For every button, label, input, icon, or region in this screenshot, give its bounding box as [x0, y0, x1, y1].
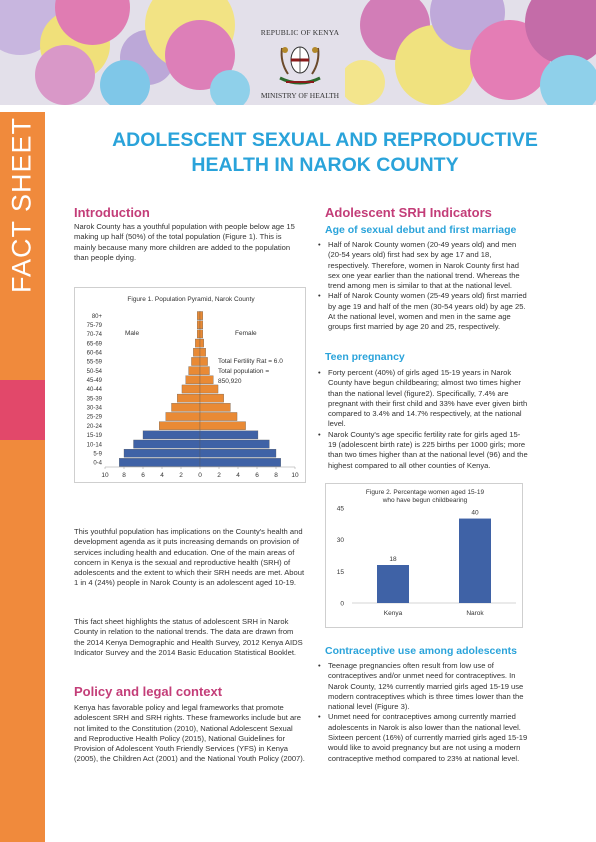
indicators-heading: Adolescent SRH Indicators [325, 205, 492, 220]
pyramid-bar-male [119, 458, 200, 466]
pyramid-bar-male [166, 412, 200, 420]
x-tick-label: 2 [179, 472, 183, 479]
pyramid-bar-female [200, 403, 230, 411]
age-group-label: 65-69 [86, 341, 102, 348]
y-tick-label: 30 [336, 537, 344, 545]
fact-sheet-label: FACT SHEET [6, 116, 37, 294]
ministry-label: MINISTRY OF HEALTH [260, 91, 340, 100]
pyramid-bar-female [200, 339, 204, 347]
age-group-label: 55-59 [86, 359, 102, 366]
age-group-label: 50-54 [86, 368, 102, 375]
intro-paragraph-1: Narok County has a youthful population with people below age 15 making up half (50%) of the total population (Figure 1). This is mainly because many more children are added to the population than people dying. [74, 222, 295, 262]
teen-pregnancy-heading: Teen pregnancy [325, 351, 405, 363]
age-group-label: 10-14 [86, 442, 102, 449]
teen-pregnancy-list [316, 368, 528, 471]
header-banner [0, 0, 596, 105]
pyramid-annotation: Total population = [218, 368, 270, 375]
contraceptive-list [316, 661, 528, 764]
pyramid-bar-male [159, 422, 200, 430]
side-strip-accent [0, 380, 45, 440]
age-group-label: 20-24 [86, 423, 102, 430]
decor-bubble [340, 60, 385, 105]
x-tick-label: 0 [198, 472, 202, 479]
policy-heading: Policy and legal context [74, 684, 223, 699]
pyramid-bar-female [200, 449, 276, 457]
x-tick-label: 10 [101, 472, 109, 479]
age-group-label: 35-39 [86, 396, 102, 403]
age-group-label: 30-34 [86, 405, 102, 412]
category-label: Kenya [383, 610, 403, 617]
figure-1-title: Figure 1. Population Pyramid, Narok County [127, 296, 255, 303]
pyramid-bar-male [134, 440, 201, 448]
pyramid-bar-female [200, 312, 203, 320]
list-item: • Teenage pregnancies often result from low use of contraceptives and/or unmet need for contraceptives. In Narok County, 12% currently married girls aged 15-19 use modern contraceptives which is three times lower than the national level (Figure 3). [316, 661, 528, 712]
policy-paragraph: Kenya has favorable policy and legal frameworks that promote adolescent SRH and SRH rights. These frameworks include but are not limited to the Constitution (2010), National Adolescent Sexual and Reproductive Health Policy (2015), National Guidelines for Provision of Adolescent Youth Friendly Services (YFS) in Kenya (2005), the Children Act (2001) and the National Youth Policy (2007). [74, 703, 305, 764]
x-tick-label: 8 [122, 472, 126, 479]
x-tick-label: 4 [160, 472, 164, 479]
figure-2-title-line-2: who have begun childbearing [382, 497, 468, 504]
figure-2-title-line-1: Figure 2. Percentage women aged 15-19 [365, 489, 485, 496]
category-label: Narok [466, 610, 484, 617]
pyramid-bar-male [143, 431, 200, 439]
pyramid-bar-female [200, 367, 210, 375]
bar-value-label: 18 [389, 556, 397, 563]
pyramid-bar-male [191, 357, 200, 365]
sexual-debut-list [316, 240, 528, 333]
pyramid-bar-female [200, 357, 208, 365]
pyramid-annotation: Total Fertility Rat = 6.0 [218, 358, 283, 365]
age-group-label: 60-64 [86, 350, 102, 357]
pyramid-bar-female [200, 376, 213, 384]
pyramid-bar-male [172, 403, 201, 411]
pyramid-bar-female [200, 412, 237, 420]
bar-value-label: 40 [471, 509, 479, 517]
y-tick-label: 45 [336, 505, 344, 513]
pyramid-bar-male [177, 394, 200, 402]
age-group-label: 25-29 [86, 414, 102, 421]
pyramid-bar-male [195, 339, 200, 347]
pyramid-annotation: 850,920 [218, 378, 242, 385]
bar [377, 565, 409, 603]
childbearing-bar-chart [325, 483, 523, 628]
population-pyramid-svg [75, 288, 307, 484]
pyramid-bar-male [182, 385, 200, 393]
republic-label: REPUBLIC OF KENYA [260, 28, 340, 37]
decor-bubble [100, 60, 150, 105]
decor-bubble [210, 70, 250, 105]
legend-female: Female [235, 330, 257, 337]
pyramid-bar-female [200, 385, 218, 393]
list-item: • Unmet need for contraceptives among currently married adolescents in Narok is also lower than the national level. Sixteen percent (16%) of currently married girls aged 15-19 would like to avoid pregnancy but are not using a modern contraceptive method compared to 23% at national level. [316, 712, 528, 763]
decor-bubble [35, 45, 95, 105]
pyramid-bar-male [186, 376, 200, 384]
kenya-coat-of-arms-icon [276, 38, 324, 88]
list-item: • Narok County's age specific fertility rate for girls aged 15-19 (adolescent birth rate) is 225 births per 1000 girls; more than two times higher than at the national level (96) and the highest compared to all other counties of Kenya. [316, 430, 528, 471]
x-tick-label: 8 [274, 472, 278, 479]
pyramid-bar-male [193, 348, 200, 356]
age-group-label: 0-4 [93, 460, 102, 467]
age-group-label: 80+ [91, 313, 102, 320]
decor-bubble [540, 55, 596, 105]
introduction-heading: Introduction [74, 205, 150, 220]
contraceptive-heading: Contraceptive use among adolescents [325, 645, 517, 657]
pyramid-bar-male [124, 449, 200, 457]
pyramid-bar-female [200, 321, 203, 329]
y-tick-label: 15 [336, 568, 344, 576]
pyramid-bar-female [200, 431, 258, 439]
x-tick-label: 10 [291, 472, 299, 479]
pyramid-bar-female [200, 330, 203, 338]
age-group-label: 70-74 [86, 332, 102, 339]
age-group-label: 15-19 [86, 433, 102, 440]
pyramid-bar-female [200, 422, 246, 430]
title-line-2: HEALTH IN NAROK COUNTY [191, 154, 459, 176]
age-group-label: 45-49 [86, 378, 102, 385]
pyramid-bar-female [200, 348, 206, 356]
childbearing-chart-svg [326, 484, 524, 629]
population-pyramid-chart [74, 287, 306, 483]
intro-paragraph-3: This fact sheet highlights the status of adolescent SRH in Narok County in relation to the national trends. The data are drawn from the 2014 Kenya Demographic and Health Survey, 2012 Kenya AIDS Indicator Survey and the 2014 Basic Education Statistical Booklet. [74, 617, 303, 657]
age-group-label: 5-9 [93, 451, 102, 458]
bar [459, 519, 491, 603]
x-tick-label: 2 [217, 472, 221, 479]
list-item: • Forty percent (40%) of girls aged 15-19 years in Narok County have begun childbearing; almost two times higher than the national level (figure2). Specifically, 7.4% are pregnant with their first child and 33% have ever given birth compared to 3.4% and 14.7% respectively, at the national level. [316, 368, 528, 430]
x-tick-label: 6 [141, 472, 145, 479]
legend-male: Male [125, 330, 140, 337]
pyramid-bar-male [197, 312, 200, 320]
sexual-debut-heading: Age of sexual debut and first marriage [325, 224, 517, 236]
age-group-label: 75-79 [86, 322, 102, 329]
pyramid-bar-female [200, 440, 269, 448]
pyramid-bar-male [197, 330, 200, 338]
title-line-1: ADOLESCENT SEXUAL AND REPRODUCTIVE [112, 129, 538, 151]
intro-paragraph-2: This youthful population has implications on the County's health and development agenda as it puts increasing demands on provision of services including health and education. One of the main areas of concern in Kenya is the sexual and reproductive health (SRH) of adolescents and the extent to which their SRH needs are met. About 1 in 4 (24%) people in Narok County is an adolescent aged 10-19. [74, 527, 305, 588]
list-item: • Half of Narok County women (25-49 years old) first married by age 19 and half of the men (30-54 years old) by age 25. At the national level, women and men in the same age groups first married by age 20 and 25, respectively. [316, 291, 528, 332]
pyramid-bar-male [197, 321, 200, 329]
pyramid-bar-female [200, 394, 224, 402]
page-title [60, 128, 590, 178]
age-group-label: 40-44 [86, 387, 102, 394]
pyramid-bar-female [200, 458, 281, 466]
x-tick-label: 4 [236, 472, 240, 479]
list-item: • Half of Narok County women (20-49 years old) and men (20-54 years old) first had sex by age 17 and 18, respectively. Therefore, women in Narok County first had sex one year earlier than the national trend. Whereas the trend among men is similar to that at the national level. [316, 240, 528, 291]
y-tick-label: 0 [340, 600, 344, 608]
pyramid-bar-male [189, 367, 200, 375]
x-tick-label: 6 [255, 472, 259, 479]
